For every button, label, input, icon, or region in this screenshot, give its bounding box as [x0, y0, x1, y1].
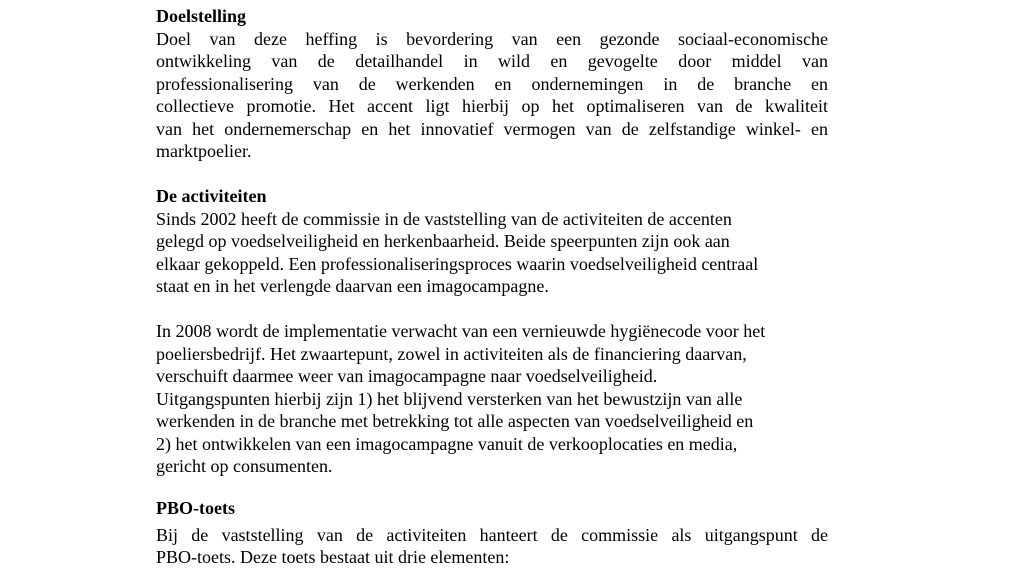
text-line: gericht op consumenten.: [156, 456, 333, 476]
text-line: Bij de vaststelling van de activiteiten hanteert de commissie als uitgangspunt de: [156, 524, 828, 545]
text-line: gelegd op voedselveiligheid en herkenbaarheid. Beide speerpunten zijn ook aan: [156, 231, 730, 251]
text-line: collectieve promotie. Het accent ligt hierbij op het optimaliseren van de kwaliteit: [156, 96, 828, 116]
paragraph-doelstelling: [156, 28, 828, 163]
paragraph-pbo-toets: [156, 524, 828, 569]
text-line: staat en in het verlengde daarvan een imagocampagne.: [156, 276, 549, 296]
text-line: marktpoelier.: [156, 141, 252, 161]
text-line: ontwikkeling van de detailhandel in wild en gevogelte door middel van: [156, 51, 828, 71]
paragraph-activiteiten-1: [156, 208, 828, 298]
section-doelstelling: [156, 5, 828, 163]
text-line: poeliersbedrijf. Het zwaartepunt, zowel in activiteiten als de financiering daarvan,: [156, 343, 747, 364]
section-heading: Doelstelling: [156, 6, 246, 26]
text-line: werkenden in de branche met betrekking tot alle aspecten van voedselveiligheid en: [156, 411, 754, 431]
section-heading: PBO-toets: [156, 498, 235, 518]
text-line: PBO-toets. Deze toets bestaat uit drie elementen:: [156, 547, 510, 567]
section-activiteiten: [156, 185, 828, 478]
text-line: professionalisering van de werkenden en ondernemingen in de branche en: [156, 73, 828, 94]
paragraph-activiteiten-2: [156, 320, 828, 478]
text-line: Uitgangspunten hierbij zijn 1) het blijvend versterken van het bewustzijn van alle: [156, 388, 743, 409]
text-line: In 2008 wordt de implementatie verwacht van een vernieuwde hygiënecode voor het: [156, 321, 766, 341]
section-heading: De activiteiten: [156, 186, 267, 206]
text-line: van het ondernemerschap en het innovatief vermogen van de zelfstandige winkel- en: [156, 118, 828, 139]
text-line: 2) het ontwikkelen van een imagocampagne vanuit de verkooplocaties en media,: [156, 433, 738, 454]
text-line: Sinds 2002 heeft de commissie in de vaststelling van de activiteiten de accenten: [156, 208, 732, 229]
text-line: Doel van deze heffing is bevordering van een gezonde sociaal-economische: [156, 28, 828, 49]
text-line: verschuift daarmee weer van imagocampagne naar voedselveiligheid.: [156, 366, 658, 386]
section-pbo-toets: [156, 497, 828, 569]
text-line: elkaar gekoppeld. Een professionaliseringsproces waarin voedselveiligheid centraal: [156, 253, 759, 274]
